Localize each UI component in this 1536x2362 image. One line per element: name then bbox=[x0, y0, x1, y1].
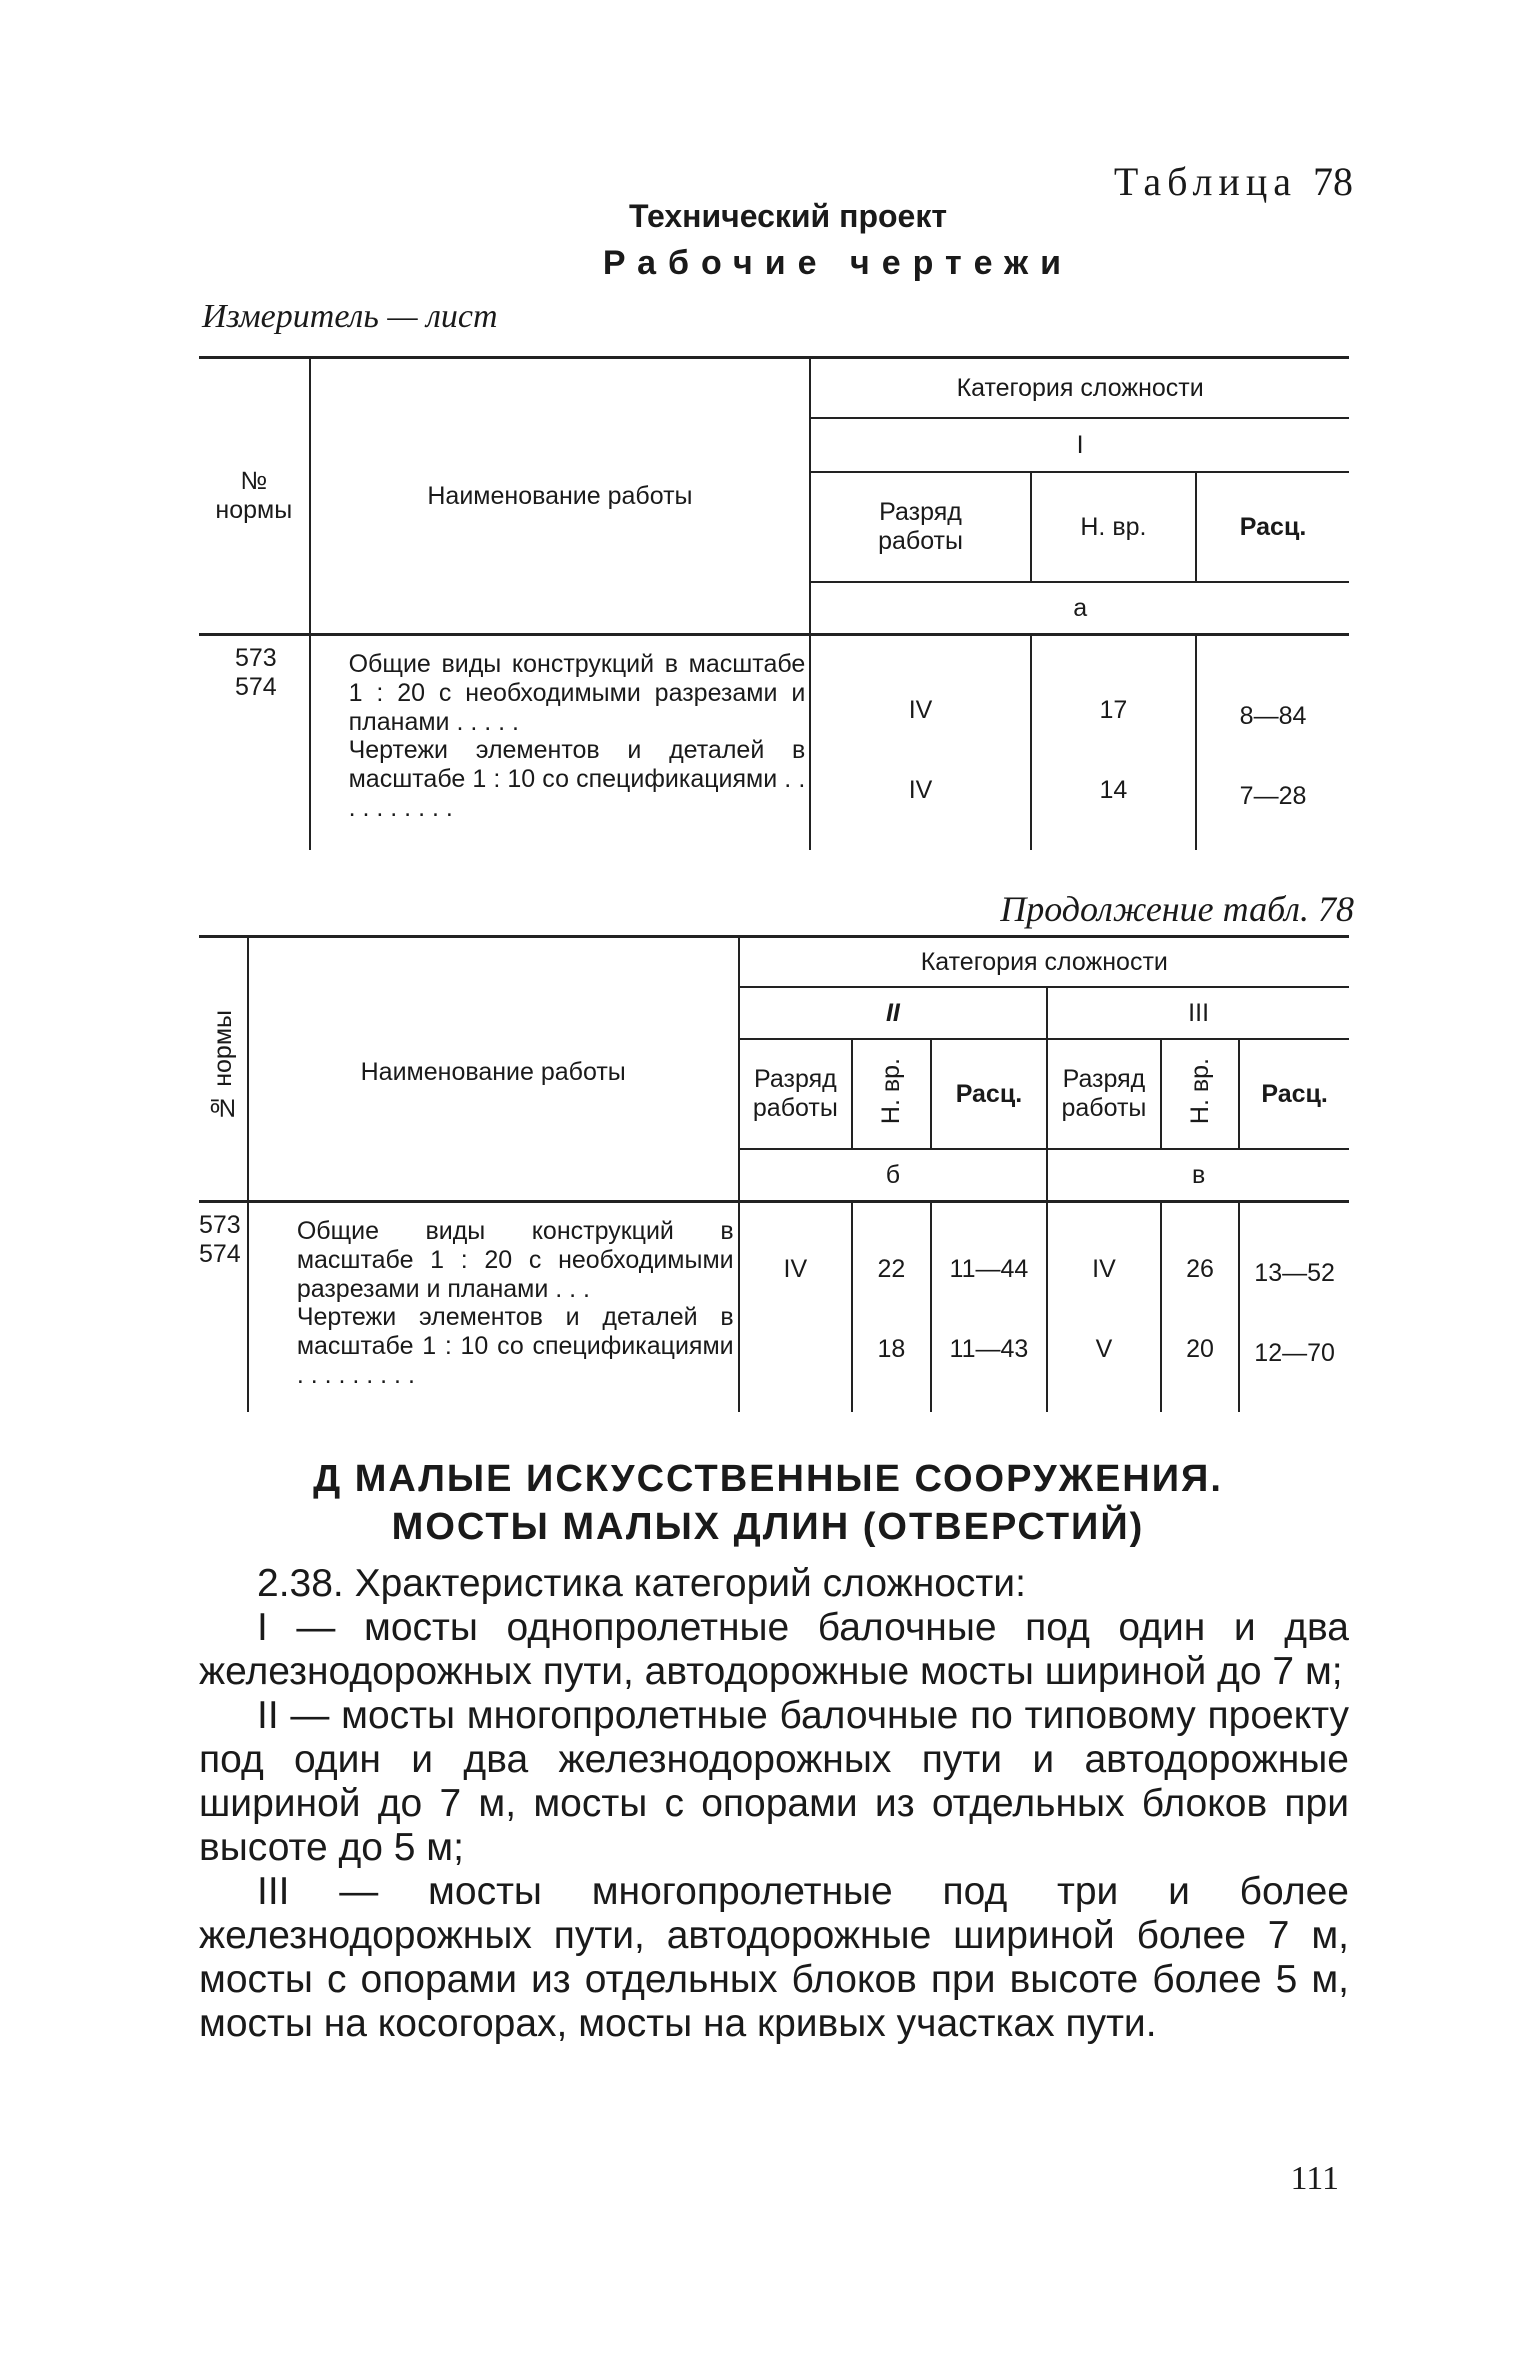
header-letter-b: б bbox=[739, 1149, 1048, 1202]
row2-name-573: Общие виды конструкций в масштабе 1 : 20 с необходимыми разрезами и планами . . . bbox=[296, 1217, 734, 1303]
row2-rates-iii bbox=[1239, 1202, 1349, 1412]
row-norms bbox=[1031, 635, 1196, 850]
row2-rate-ii-573: 11—44 bbox=[949, 1255, 1029, 1283]
row2-norms-iii bbox=[1161, 1202, 1240, 1412]
row-rank-573: IV bbox=[908, 696, 933, 724]
section-heading-line1: Д МАЛЫЕ ИСКУССТВЕННЫЕ СООРУЖЕНИЯ. bbox=[313, 1458, 1223, 1500]
header-num-2 bbox=[199, 937, 248, 1202]
row-norm-574: 14 bbox=[1099, 776, 1128, 804]
header-rank-text: Разряд работы bbox=[878, 498, 963, 555]
section-heading-line2: МОСТЫ МАЛЫХ ДЛИН (ОТВЕРСТИЙ) bbox=[391, 1506, 1145, 1548]
row2-num-574: 574 bbox=[199, 1239, 241, 1268]
paragraph-category-iii: III — мосты многопролетные под три и более железнодорожных пути, автодорожные шириной более 7 м, мосты с опорами из отдельных блоков при высоте более 5 м, мосты на косогорах, мосты на кривых участках пути. bbox=[199, 1870, 1349, 2045]
row2-norm-iii-574: 20 bbox=[1186, 1335, 1214, 1363]
row2-rates-ii bbox=[931, 1202, 1048, 1412]
header-rank-ii bbox=[739, 1039, 853, 1149]
row-ranks bbox=[810, 635, 1030, 850]
header-norm: Н. вр. bbox=[1031, 472, 1196, 582]
header-letter: а bbox=[810, 582, 1349, 635]
row-name-574: Чертежи элементов и деталей в масштабе 1 : 10 со спецификациями . . . . . . . . . . bbox=[348, 736, 806, 822]
row2-rank-ii-573: IV bbox=[783, 1255, 808, 1283]
row-nums bbox=[199, 635, 310, 850]
header-rate: Расц. bbox=[1196, 472, 1349, 582]
row2-norm-ii-573: 22 bbox=[877, 1255, 906, 1283]
header-rank-iii-text: Разряд работы bbox=[1061, 1065, 1147, 1122]
row2-rate-iii-574: 12—70 bbox=[1254, 1339, 1335, 1367]
header-category-2: Категория сложности bbox=[739, 937, 1349, 988]
header-rate-iii: Расц. bbox=[1239, 1039, 1349, 1149]
row-nums-2 bbox=[199, 1202, 248, 1412]
row-names-2 bbox=[248, 1202, 739, 1412]
row-rank-574: IV bbox=[908, 776, 933, 804]
header-rate-ii: Расц. bbox=[931, 1039, 1048, 1149]
header-norm-iii bbox=[1161, 1039, 1240, 1149]
section-body bbox=[199, 1562, 1349, 2046]
row-rates bbox=[1196, 635, 1349, 850]
row-num-573: 573 bbox=[235, 644, 277, 672]
row2-ranks-iii bbox=[1047, 1202, 1161, 1412]
row-num-574: 574 bbox=[235, 672, 277, 701]
row2-rate-iii-573: 13—52 bbox=[1254, 1259, 1335, 1287]
header-category-iii: III bbox=[1047, 987, 1349, 1039]
row-norm-573: 17 bbox=[1099, 696, 1128, 724]
header-letter-v: в bbox=[1047, 1149, 1349, 1202]
table-subtitle: Технический проект bbox=[628, 198, 948, 234]
header-rank bbox=[810, 472, 1030, 582]
header-name: Наименование работы bbox=[310, 358, 811, 635]
table-number: 78 bbox=[1313, 159, 1353, 204]
row-names bbox=[310, 635, 811, 850]
row2-rank-iii-574: V bbox=[1095, 1335, 1113, 1363]
header-category-i: I bbox=[810, 418, 1349, 472]
measure-unit: Измеритель — лист bbox=[202, 298, 498, 335]
row2-rank-iii-573: IV bbox=[1092, 1255, 1116, 1283]
header-norm-iii-text: Н. вр. bbox=[1185, 1057, 1214, 1124]
row2-name-574: Чертежи элементов и деталей в масштабе 1 : 10 со спецификациями . . . . . . . . . bbox=[296, 1303, 734, 1389]
header-category-ii: II bbox=[739, 987, 1048, 1039]
row2-ranks-ii bbox=[739, 1202, 853, 1412]
page-number: 111 bbox=[1290, 2160, 1339, 2197]
paragraph-intro: 2.38. Храктеристика категорий сложности: bbox=[257, 1562, 1026, 1605]
row-rate-574: 7—28 bbox=[1239, 782, 1307, 810]
norms-table-1 bbox=[199, 356, 1349, 850]
header-norm-ii-text: Н. вр. bbox=[877, 1057, 906, 1124]
table-continuation: Продолжение табл. 78 bbox=[1000, 889, 1354, 929]
header-num bbox=[199, 358, 310, 635]
norms-table-2 bbox=[199, 935, 1349, 1412]
row2-norm-ii-574: 18 bbox=[877, 1335, 906, 1363]
table-label-text: Таблица bbox=[1113, 159, 1297, 204]
header-num-text: № нормы bbox=[215, 467, 293, 524]
row2-rate-ii-574: 11—43 bbox=[949, 1335, 1029, 1363]
header-rank-iii bbox=[1047, 1039, 1161, 1149]
row2-num-573: 573 bbox=[199, 1211, 241, 1239]
paragraph-category-ii: II — мосты многопролетные балочные по типовому проекту под один и два железнодорожных пути и автодорожные шириной до 7 м, мосты с опорами из отдельных блоков при высоте до 5 м; bbox=[199, 1694, 1349, 1869]
row-rate-573: 8—84 bbox=[1239, 702, 1307, 730]
row2-norms-ii bbox=[852, 1202, 931, 1412]
row-name-573: Общие виды конструкций в масштабе 1 : 20 с необходимыми разрезами и планами . . . . . bbox=[348, 650, 806, 736]
header-rank-ii-text: Разряд работы bbox=[752, 1065, 838, 1122]
header-name-2: Наименование работы bbox=[248, 937, 739, 1202]
paragraph-category-i: I — мосты однопролетные балочные под один и два железнодорожных пути, автодорожные мосты шириной до 7 м; bbox=[199, 1606, 1349, 1693]
header-category: Категория сложности bbox=[810, 358, 1349, 419]
table-title: Рабочие чертежи bbox=[602, 244, 1074, 282]
header-num-2-text: № нормы bbox=[208, 1009, 237, 1122]
row2-norm-iii-573: 26 bbox=[1186, 1255, 1214, 1283]
header-norm-ii bbox=[852, 1039, 931, 1149]
